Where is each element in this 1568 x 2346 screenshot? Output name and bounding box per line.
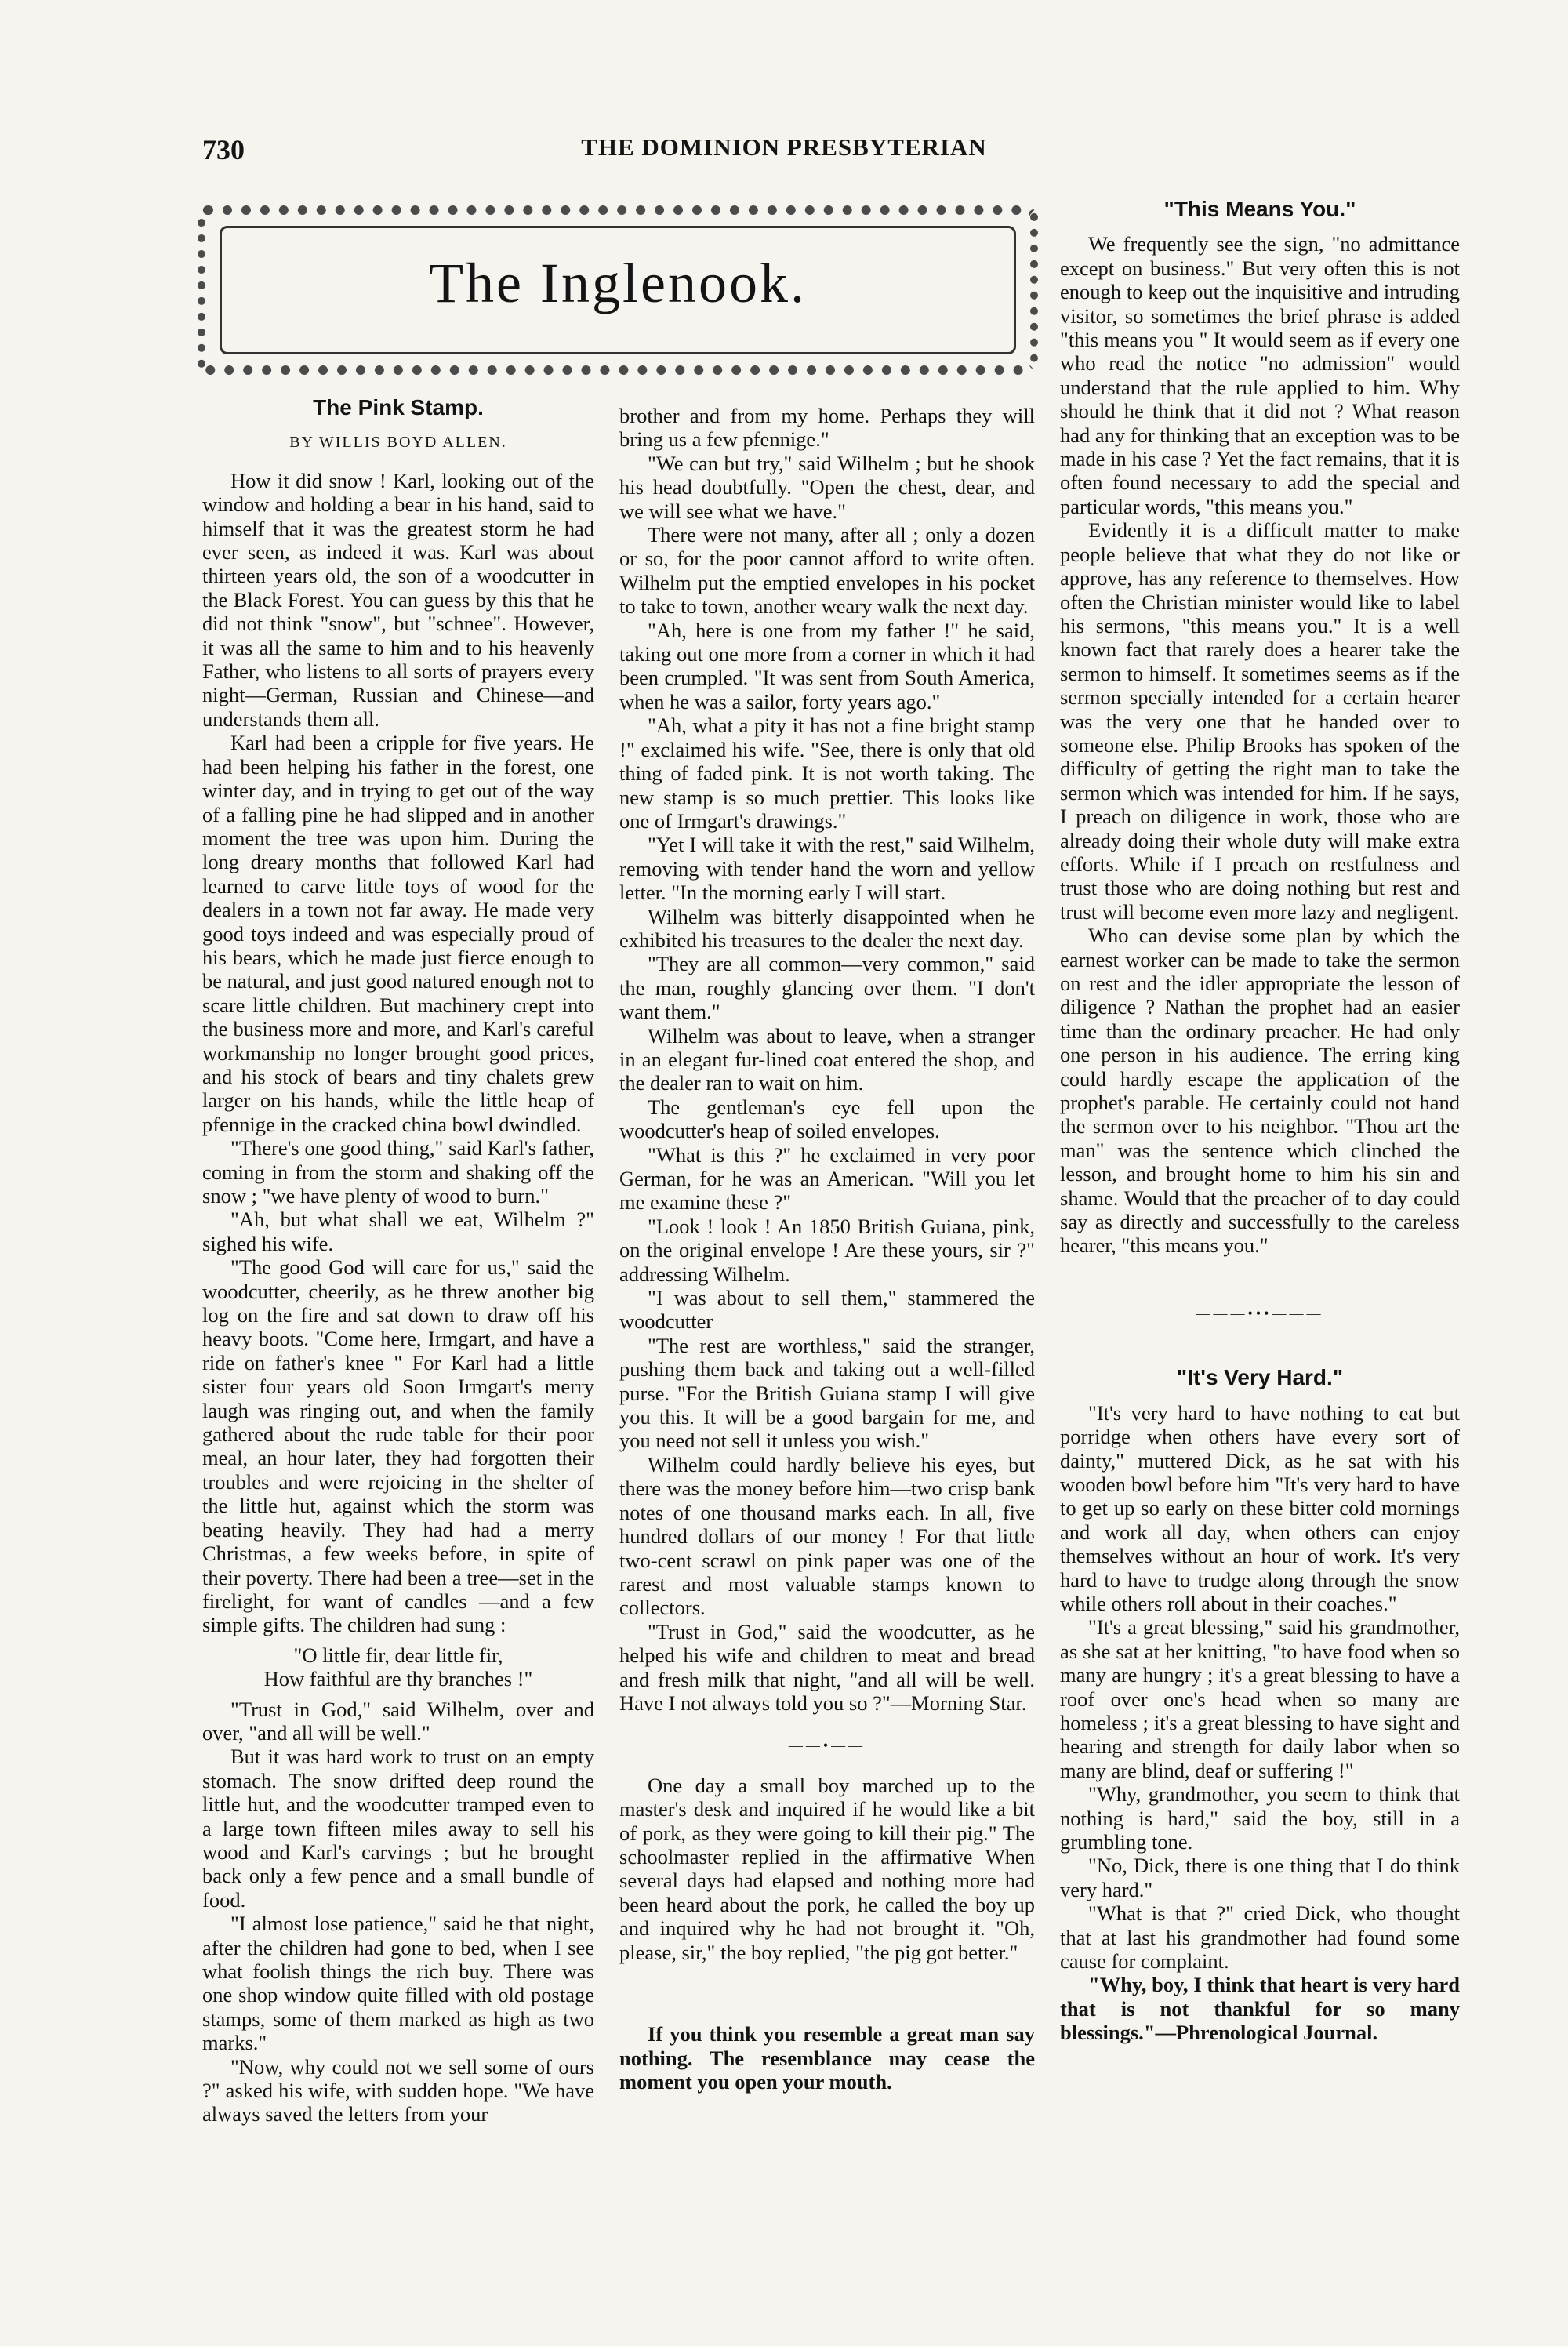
paragraph: We frequently see the sign, "no admittance except on business." But very often this is not enough to keep out the inquisitive and intruding visitor, so sometimes the brief phrase is added "this means you " It would seem as if every one who read the notice "no admission" would understand that the rule applied to him. Why should he think that it did not ? What reason had any for thinking that an exception was to be made in his case ? Yet the fact remains, that it is often found necessary to add the special and particular words, "this means you." — [1060, 232, 1460, 518]
paragraph: "Ah, but what shall we eat, Wilhelm ?" sighed his wife. — [202, 1208, 594, 1255]
verse-line: "O little fir, dear little fir, — [293, 1643, 503, 1667]
paragraph: "Ah, what a pity it has not a fine bright stamp !" exclaimed his wife. "See, there is only that old thing of faded pink. It is not worth taking. The new stamp is so much prettier. This looks like one of Irmgart's drawings." — [619, 714, 1035, 833]
paragraph: Wilhelm could hardly believe his eyes, but there was the money before him—two crisp bank notes of one thousand marks each. In all, five hundred dollars of our money ! For that little two-cent scrawl on pink paper was one of the rarest and most valuable stamps known to collectors. — [619, 1452, 1035, 1620]
great-man-note: If you think you resemble a great man say nothing. The resemblance may cease the moment you open your mouth. — [619, 2022, 1035, 2094]
paragraph: There were not many, after all ; only a dozen or so, for the poor cannot afford to write often. Wilhelm put the emptied envelopes in his pocket to take to town, another weary walk the next day. — [619, 523, 1035, 619]
paragraph: "Why, boy, I think that heart is very hard that is not thankful for so many blessings."—Phrenological Journal. — [1060, 1973, 1460, 2045]
paragraph: "Ah, here is one from my father !" he said, taking out one more from a corner in which it had been crumpled. "It was sent from South America, when he was a sailor, forty years ago." — [619, 618, 1035, 714]
small-boy-story: One day a small boy marched up to the master's desk and inquired if he would like a bit of pork, as they were going to kill their pig." The schoolmaster replied in the affirmative When several days had elapsed and nothing more had been heard about the pork, he called the boy up and inquired why he had not brought it. "Oh, please, sir," the boy replied, "the pig got better." — [619, 1773, 1035, 1964]
paragraph: Who can devise some plan by which the earnest worker can be made to take the sermon on rest and the idler appropriate the lesson of diligence ? Nathan the prophet had an easier time than the ordinary preacher. He had only one person in his audience. The erring king could hardly escape the application of the prophet's parable. He certainly could not hand the sermon over to his neighbor. "Thou art the man" was the sentence which clinched the lesson, and brought home to him his sin and shame. Would that the preacher of to day could say as directly and successfully to the careless hearer, "this means you." — [1060, 924, 1460, 1258]
very-hard-title: "It's Very Hard." — [1176, 1365, 1344, 1390]
column-2 — [619, 404, 1035, 2094]
means-you-title: "This Means You." — [1163, 197, 1356, 221]
section-divider: ——•—— — [788, 1738, 866, 1754]
paragraph: "Trust in God," said Wilhelm, over and over, "and all will be well." — [202, 1697, 594, 1745]
paragraph: The gentleman's eye fell upon the woodcutter's heap of soiled envelopes. — [619, 1095, 1035, 1143]
paragraph: Wilhelm was about to leave, when a stranger in an elegant fur-lined coat entered the shop, and the dealer ran to wait on him. — [619, 1023, 1035, 1095]
paragraph: brother and from my home. Perhaps they will bring us a few pfennige." — [619, 404, 1035, 452]
paragraph: Karl had been a cripple for five years. He had been helping his father in the forest, one winter day, and in trying to get out of the way of a falling pine he had slipped and in another moment the tree was upon him. During the long dreary months that followed Karl had learned to carve little toys of wood for the dealers in a town not far away. He made very good toys indeed and was especially proud of his bears, which he made just fierce enough to be natural, and just good natured enough not to scare little children. But machinery crept into the business more and more, and Karl's careful workmanship no longer brought good prices, and his stock of bears and tiny chalets grew larger on his hands, while the little heap of pfennige in the cracked china bowl dwindled. — [202, 731, 594, 1136]
paragraph: "Why, grandmother, you seem to think that nothing is hard," said the boy, still in a grumbling tone. — [1060, 1782, 1460, 1854]
page-number: 730 — [202, 134, 245, 165]
paragraph: Wilhelm was bitterly disappointed when he exhibited his treasures to the dealer the next day. — [619, 904, 1035, 952]
masthead: THE DOMINION PRESBYTERIAN — [581, 133, 987, 161]
page-header — [0, 133, 1568, 180]
paragraph: "Look ! look ! An 1850 British Guiana, pink, on the original envelope ! Are these yours, sir ?" addressing Wilhelm. — [619, 1214, 1035, 1286]
paragraph: But it was hard work to trust on an empty stomach. The snow drifted deep round the little hut, and the woodcutter tramped even to a large town fifteen miles away to sell his wood and Karl's carvings ; but he brought back only a few pence and a small bundle of food. — [202, 1745, 594, 1912]
paragraph: "The rest are worthless," said the stranger, pushing them back and taking out a well-filled purse. "For the British Guiana stamp I will give you this. It will be a good bargain for me, and you need not sell it unless you wish." — [619, 1333, 1035, 1453]
paragraph: "It's a great blessing," said his grandmother, as she sat at her knitting, "to have food when so many are hungry ; it's a great blessing to have a roof over one's head when so many are homeless ; it's a great blessing to have sight and hearing and strength for daily labor when so many are blind, deaf or suffering !" — [1060, 1615, 1460, 1782]
paragraph: "They are all common—very common," said the man, roughly glancing over them. "I don't want them." — [619, 952, 1035, 1024]
section-divider: ———•••——— — [1196, 1305, 1324, 1321]
paragraph: "What is that ?" cried Dick, who thought that at last his grandmother had found some cause for complaint. — [1060, 1901, 1460, 1974]
verse-line: How faithful are thy branches !" — [263, 1667, 533, 1691]
paragraph: Evidently it is a difficult matter to make people believe that what they do not like or approve, has any reference to themselves. How often the Christian minister would like to label his sermons, "this means you." It is a well known fact that rarely does a hearer take the sermon to himself. It sometimes seems as if the sermon specially intended for a certain hearer was the very one that he handed over to someone else. Philip Brooks has spoken of the difficulty of getting the right man to take the sermon which was intended for him. If he says, I preach on diligence in work, those who are already doing their whole duty will make extra efforts. While if I preach on restfulness and trust those who are doing nothing but rest and trust will become even more lazy and negligent. — [1060, 518, 1460, 924]
paragraph: "I was about to sell them," stammered the woodcutter — [619, 1286, 1035, 1334]
section-banner — [198, 205, 1038, 375]
paragraph: "No, Dick, there is one thing that I do think very hard." — [1060, 1854, 1460, 1901]
paragraph: "Trust in God," said the woodcutter, as he helped his wife and children to meat and bread and fresh milk that night, "and all will be well. Have I not always told you so ?"—Morning Star. — [619, 1619, 1035, 1715]
paragraph: "It's very hard to have nothing to eat but porridge when others have every sort of dainty," muttered Dick, as he sat with his wooden bowl before him "It's very hard to have to get up so early on these bitter cold mornings and work all day, when others can enjoy themselves without an hour of work. It's very hard to have to trudge along through the snow while others roll about in their coaches." — [1060, 1400, 1460, 1615]
column-3 — [1060, 198, 1460, 2045]
pink-stamp-title: The Pink Stamp. — [313, 395, 484, 419]
paragraph: "The good God will care for us," said the woodcutter, cheerily, as he threw another big log on the fire and sat down to draw off his heavy boots. "Come here, Irmgart, and have a ride on father's knee " For Karl had a little sister four years old Soon Irmgart's merry laugh was ringing out, and when the family gathered about the rude table for their poor meal, an hour later, they had forgotten their troubles and were rejoicing in the shelter of the little hut, against which the storm was beating heavily. They had had a merry Christmas, a few weeks before, in spite of their poverty. There had been a tree—set in the firelight, for want of candles —and a few simple gifts. The children had sung : — [202, 1255, 594, 1637]
paragraph: "We can but try," said Wilhelm ; but he shook his head doubtfully. "Open the chest, dear, and we will see what we have." — [619, 451, 1035, 523]
paragraph: "I almost lose patience," said he that night, after the children had gone to bed, when I see what foolish things the rich buy. There was one shop window quite filled with old postage stamps, some of them marked as high as two marks." — [202, 1912, 594, 2055]
poem-verse — [202, 1643, 594, 1691]
paragraph: "What is this ?" he exclaimed in very poor German, for he was an American. "Will you let me examine these ?" — [619, 1142, 1035, 1215]
paragraph: "Yet I will take it with the rest," said Wilhelm, removing with tender hand the worn and yellow letter. "In the morning early I will start. — [619, 833, 1035, 905]
banner-title: The Inglenook. — [429, 252, 807, 314]
rule-divider: ——— — [801, 1987, 853, 2003]
paragraph: How it did snow ! Karl, looking out of the window and holding a bear in his hand, said to himself that it was the greatest storm he had ever seen, as indeed it was. Karl was about thirteen years old, the son of a woodcutter in the Black Forest. You can guess by this that he did not think "snow", but "schnee". However, it was all the same to him and to his heavenly Father, who listens to all sorts of prayers every night—German, Russian and Chinese—and understands them all. — [202, 468, 594, 731]
column-1 — [202, 396, 594, 2126]
paragraph: "There's one good thing," said Karl's father, coming in from the storm and shaking off the snow ; "we have plenty of wood to burn." — [202, 1136, 594, 1208]
pink-stamp-byline: BY WILLIS BOYD ALLEN. — [289, 434, 507, 452]
paragraph: "Now, why could not we sell some of ours ?" asked his wife, with sudden hope. "We have always saved the letters from your — [202, 2054, 594, 2126]
